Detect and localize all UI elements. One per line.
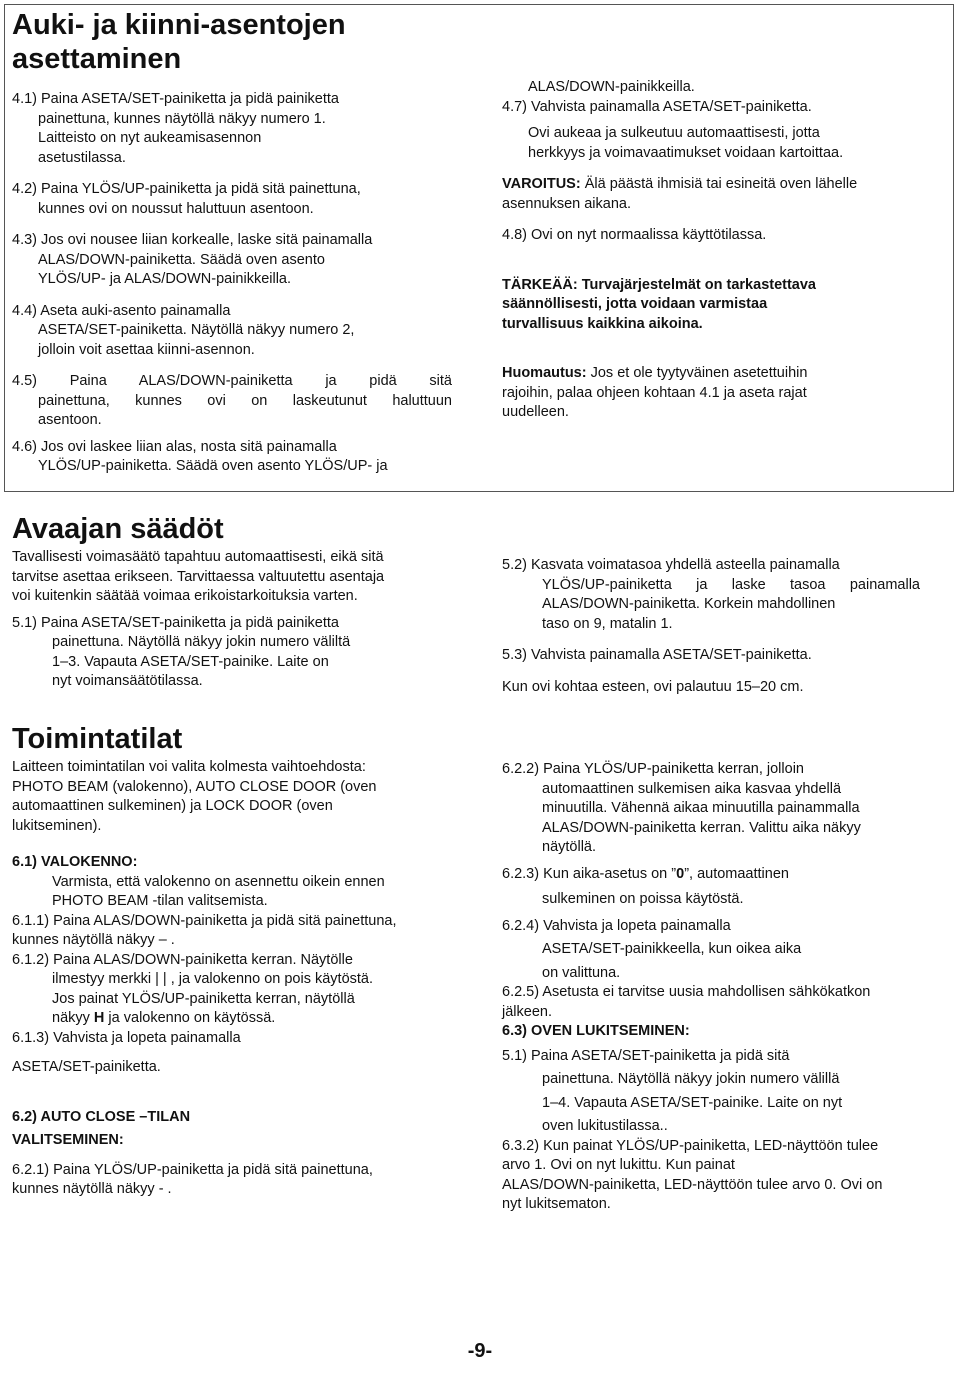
text-line: 4.6) Jos ovi laskee liian alas, nosta sitä painamalla <box>12 438 337 455</box>
section4-left <box>12 8 452 477</box>
step-5-3: 5.3) Vahvista painamalla ASETA/SET-painiketta. <box>502 647 812 663</box>
text-line: herkkyys ja voimavaatimukset voidaan kartoittaa. <box>528 144 844 161</box>
text-line: turvallisuus kaikkina aikoina. <box>502 315 703 332</box>
text-line: taso on 9, matalin 1. <box>542 615 673 632</box>
text-line: sulkeminen on poissa käytöstä. <box>542 891 744 907</box>
text-line: lukitseminen). <box>12 817 102 834</box>
text-span: näkyy <box>52 1010 94 1026</box>
text-line: ASETA/SET-painiketta. <box>12 1059 161 1075</box>
text-line: 4.1) Paina ASETA/SET-painiketta ja pidä painiketta <box>12 91 339 107</box>
text-line: TÄRKEÄÄ: Turvajärjestelmät on tarkastettava <box>502 276 816 293</box>
warning-label: VAROITUS: <box>502 176 581 192</box>
text-line: painettuna, kunnes ovi on laskeutunut haluttuun <box>38 392 452 409</box>
text-line: arvo 1. Ovi on nyt lukittu. Kun painat <box>502 1157 735 1173</box>
text-line: PHOTO BEAM -tilan valitsemista. <box>52 893 268 909</box>
text-line: YLÖS/UP-painiketta ja laske tasoa painamalla <box>542 576 920 593</box>
text-line: 1–4. Vapauta ASETA/SET-painike. Laite on nyt <box>542 1094 843 1111</box>
page-number: -9- <box>467 1340 493 1362</box>
section-title: Auki- ja kiinni-asentojen asettaminen <box>12 9 346 75</box>
text-line: Jos painat YLÖS/UP-painiketta kerran, näytöllä <box>52 990 355 1007</box>
text-line: nyt voimansäätötilassa. <box>52 673 203 689</box>
text-line: 6.1.3) Vahvista ja lopeta painamalla <box>12 1029 241 1046</box>
text-line: 6.1.2) Paina ALAS/DOWN-painiketta kerran. Näytölle <box>12 951 353 968</box>
text-line: 6.2.2) Paina YLÖS/UP-painiketta kerran, jolloin <box>502 761 804 777</box>
step-4-1 <box>12 90 452 168</box>
section6-right <box>502 760 932 1215</box>
text-line: Varmista, että valokenno on asennettu oikein ennen <box>52 873 385 890</box>
text-line: 5.1) Paina ASETA/SET-painiketta ja pidä sitä <box>502 1047 790 1064</box>
text-line: Ovi aukeaa ja sulkeutuu automaattisesti, jotta <box>528 125 820 141</box>
text-line: 4.3) Jos ovi nousee liian korkealle, laske sitä painamalla <box>12 232 373 248</box>
section-title: Avaajan säädöt <box>12 513 224 545</box>
text-line: painettuna. Näytöllä näkyy jokin numero väliltä <box>52 634 351 650</box>
text-line: ASETA/SET-painikkeella, kun oikea aika <box>542 941 802 957</box>
text-line: 1–3. Vapauta ASETA/SET-painike. Laite on <box>52 653 329 670</box>
text-line: 4.2) Paina YLÖS/UP-painiketta ja pidä sitä painettuna, <box>12 181 361 197</box>
text-line: ALAS/DOWN-painikkeilla. <box>528 79 695 95</box>
text-line: Laitteen toimintatilan voi valita kolmesta vaihtoehdosta: <box>12 759 366 775</box>
text-line: ALAS/DOWN-painiketta. Säädä oven asento <box>38 251 325 268</box>
step-4-4 <box>12 302 452 361</box>
section5-right <box>502 556 920 697</box>
section4-right <box>502 78 922 423</box>
display-symbol: H <box>93 1010 105 1026</box>
section-title: Toimintatilat <box>12 723 183 755</box>
text-span: 6.2.3) Kun aika-asetus on ” <box>502 865 677 882</box>
text-line: ALAS/DOWN-painiketta kerran. Valittu aika näkyy <box>542 819 861 836</box>
text-line: asennuksen aikana. <box>502 195 631 212</box>
text-line: YLÖS/UP- ja ALAS/DOWN-painikkeilla. <box>38 271 292 287</box>
text-line: 6.2.4) Vahvista ja lopeta painamalla <box>502 917 731 934</box>
section6-left <box>12 722 472 1200</box>
text-line: 6.2.5) Asetusta ei tarvitse uusia mahdollisen sähkökatkon <box>502 984 871 1000</box>
display-symbol: 0 <box>676 865 685 882</box>
text-line: automaattinen sulkeminen) ja LOCK DOOR (oven <box>12 798 333 814</box>
step-4-3 <box>12 231 452 290</box>
text-line: 4.5) Paina ALAS/DOWN-painiketta ja pidä sitä <box>12 373 452 389</box>
warning-text <box>502 175 922 195</box>
step-4-7: 4.7) Vahvista painamalla ASETA/SET-painiketta. <box>502 98 812 115</box>
text-line: nyt lukitsematon. <box>502 1196 611 1212</box>
text-line: 5.1) Paina ASETA/SET-painiketta ja pidä painiketta <box>12 614 339 631</box>
subheading: VALITSEMINEN: <box>12 1132 124 1148</box>
text-line: voi kuitenkin säätää voimaa erikoistarkoituksia varten. <box>12 588 358 604</box>
text-line: YLÖS/UP-painiketta. Säädä oven asento YLÖS/UP- ja <box>38 458 388 474</box>
step-4-2 <box>12 180 452 219</box>
text-line: Tavallisesti voimasäätö tapahtuu automaattisesti, eikä sitä <box>12 549 384 565</box>
text-span: Jos et ole tyytyväinen asetettuihin <box>586 365 808 381</box>
text-line: kunnes näytöllä näkyy – . <box>12 932 175 948</box>
text-line: Kun ovi kohtaa esteen, ovi palautuu 15–20 cm. <box>502 678 804 695</box>
important-notice <box>502 276 922 335</box>
text-line: ilmestyy merkki | | , ja valokenno on pois käytöstä. <box>52 971 374 987</box>
text-line: on valittuna. <box>542 964 621 981</box>
text-line: ALAS/DOWN-painiketta. Korkein mahdollinen <box>542 596 836 612</box>
text-line: jolloin voit asettaa kiinni-asennon. <box>38 341 255 358</box>
text-line: oven lukitustilassa.. <box>542 1118 668 1134</box>
text-span: ”, automaattinen <box>684 865 789 882</box>
step-4-8: 4.8) Ovi on nyt normaalissa käyttötilassa. <box>502 227 767 243</box>
text-line: minuutilla. Vähennä aikaa minuutilla painammalla <box>542 800 860 816</box>
text-line: PHOTO BEAM (valokenno), AUTO CLOSE DOOR (oven <box>12 778 377 795</box>
text-line: asentoon. <box>38 412 102 428</box>
text-line <box>12 1009 472 1029</box>
text-line: automaattinen sulkemisen aika kasvaa yhdellä <box>542 780 842 797</box>
note-text <box>502 364 922 384</box>
step-4-5 <box>12 372 452 431</box>
text-line: kunnes ovi on noussut haluttuun asentoon. <box>38 200 314 217</box>
text-line: 4.4) Aseta auki-asento painamalla <box>12 302 231 319</box>
section5-left <box>12 512 462 692</box>
text-line: 6.1.1) Paina ALAS/DOWN-painiketta ja pidä sitä painettuna, <box>12 912 397 929</box>
text-line: tarvitse asettaa erikseen. Tarvittaessa valtuutettu asentaja <box>12 568 385 585</box>
text-line: rajoihin, palaa ohjeen kohtaan 4.1 ja aseta rajat <box>502 384 807 401</box>
note-label: Huomautus: <box>502 365 587 381</box>
text-line: 6.3.2) Kun painat YLÖS/UP-painiketta, LED-näyttöön tulee <box>502 1137 879 1154</box>
text-line: Laitteisto on nyt aukeamisasennon <box>38 130 262 146</box>
text-line: ALAS/DOWN-painiketta, LED-näyttöön tulee arvo 0. Ovi on <box>502 1176 883 1193</box>
text-span: Älä päästä ihmisiä tai esineitä oven lähelle <box>580 176 858 192</box>
text-span: ja valokenno on käytössä. <box>104 1010 276 1026</box>
text-line: kunnes näytöllä näkyy - . <box>12 1181 172 1197</box>
text-line: ASETA/SET-painiketta. Näytöllä näkyy numero 2, <box>38 322 355 338</box>
text-line: 6.2.1) Paina YLÖS/UP-painiketta ja pidä sitä painettuna, <box>12 1161 373 1178</box>
subheading: 6.3) OVEN LUKITSEMINEN: <box>502 1023 690 1039</box>
step-4-6 <box>12 438 452 477</box>
text-line: säännöllisesti, jotta voidaan varmistaa <box>502 296 768 312</box>
text-line: näytöllä. <box>542 839 597 855</box>
text-line: jälkeen. <box>502 1003 552 1020</box>
text-line: painettuna. Näytöllä näkyy jokin numero välillä <box>542 1071 840 1087</box>
subheading: 6.1) VALOKENNO: <box>12 854 138 870</box>
subheading: 6.2) AUTO CLOSE –TILAN <box>12 1108 191 1125</box>
text-line: 5.2) Kasvata voimatasoa yhdellä asteella painamalla <box>502 557 840 573</box>
text-line: uudelleen. <box>502 404 569 420</box>
text-line <box>502 865 932 885</box>
text-line: painettuna, kunnes näytöllä näkyy numero 1. <box>38 110 326 127</box>
text-line: asetustilassa. <box>38 149 126 166</box>
